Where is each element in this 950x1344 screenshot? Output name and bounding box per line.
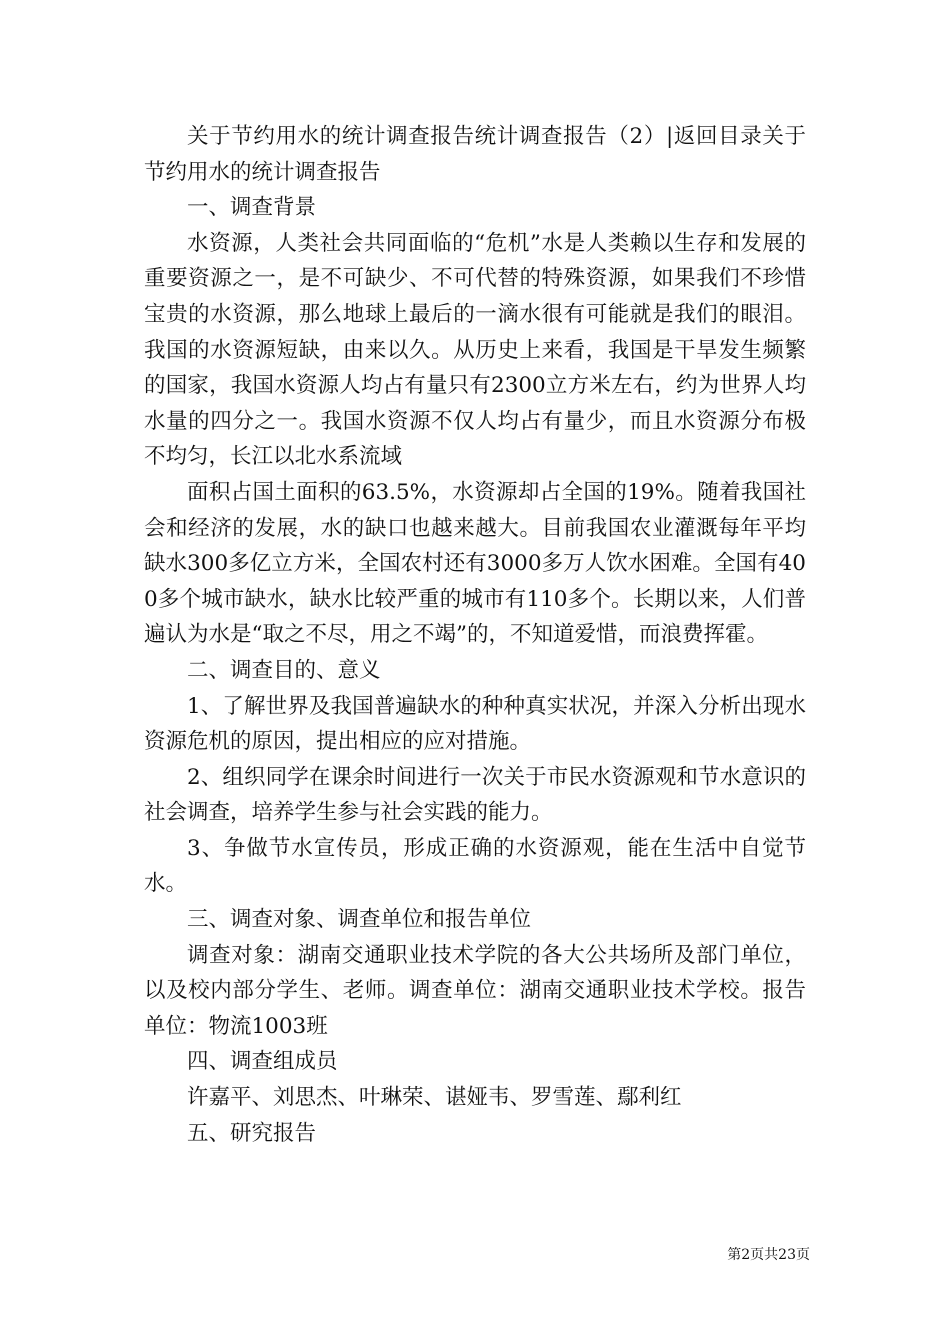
heading-members: 四、调查组成员 — [187, 1049, 338, 1075]
heading-subjects: 三、调查对象、调查单位和报告单位 — [187, 907, 532, 933]
paragraph-members: 许嘉平、刘思杰、叶琳荣、谌娅韦、罗雪莲、鄢利红 — [187, 1085, 682, 1111]
paragraph-purpose-1: 1、了解世界及我国普遍缺水的种种真实状况，并深入分析出现水资源危机的原因，提出相应的应对措施。 — [144, 693, 806, 755]
paragraph-purpose-3: 3、争做节水宣传员，形成正确的水资源观，能在生活中自觉节水。 — [144, 835, 806, 897]
paragraph-background-2: 面积占国土面积的63.5%，水资源却占全国的19%。随着我国社会和经济的发展，水的缺口也越来越大。目前我国农业灌溉每年平均缺水300多亿立方米，全国农村还有3000多万人饮水困难。全国有400多个城市缺水，缺水比较严重的城市有110多个。长期以来，人们普遍认为水是“取之不尽，用之不竭”的，不知道爱惜，而浪费挥霍。 — [144, 479, 806, 648]
paragraph-background-1: 水资源，人类社会共同面临的“危机”水是人类赖以生存和发展的重要资源之一，是不可缺少、不可代替的特殊资源，如果我们不珍惜宝贵的水资源，那么地球上最后的一滴水很有可能就是我们的眼泪。我国的水资源短缺，由来以久。从历史上来看，我国是干旱发生频繁的国家，我国水资源人均占有量只有2300立方米左右，约为世界人均水量的四分之一。我国水资源不仅人均占有量少，而且水资源分布极不均匀，长江以北水系流域 — [144, 230, 806, 470]
paragraph-subjects: 调查对象：湖南交通职业技术学院的各大公共场所及部门单位，以及校内部分学生、老师。调查单位：湖南交通职业技术学校。报告单位：物流1003班 — [144, 942, 806, 1039]
paragraph-title: 关于节约用水的统计调查报告统计调查报告（2）|返回目录关于节约用水的统计调查报告 — [144, 124, 806, 185]
document-body — [144, 119, 806, 1151]
paragraph-purpose-2: 2、组织同学在课余时间进行一次关于市民水资源观和节水意识的社会调查，培养学生参与社会实践的能力。 — [144, 764, 806, 826]
heading-report: 五、研究报告 — [187, 1120, 317, 1146]
heading-background: 一、调查背景 — [187, 195, 317, 221]
page-number: 第2页共23页 — [727, 1247, 810, 1263]
heading-purpose: 二、调查目的、意义 — [187, 657, 381, 683]
